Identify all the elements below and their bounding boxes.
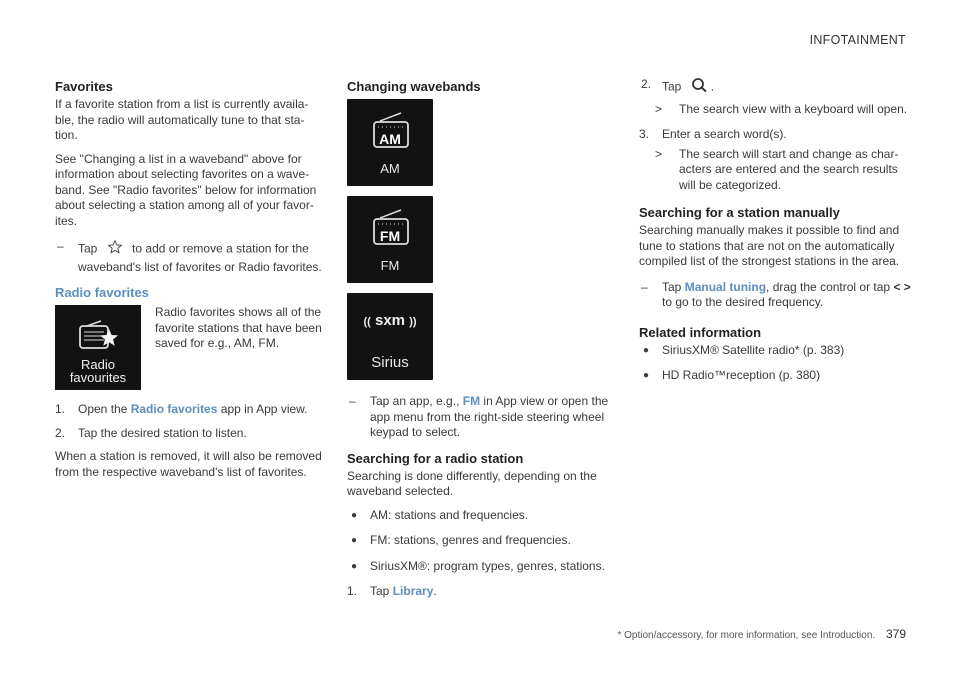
step1-pre: Tap xyxy=(370,584,390,598)
step3-result xyxy=(639,147,911,194)
col1-step-2 xyxy=(55,426,325,442)
fm-badge: FM xyxy=(379,228,401,244)
step-number: 2. xyxy=(641,77,652,91)
manual-search-heading: Searching for a station manually xyxy=(639,205,840,220)
column-3 xyxy=(639,77,911,394)
footnote: * Option/accessory, for more information, see Introduction. xyxy=(617,630,876,641)
bullet-item xyxy=(347,559,615,575)
signal-left-icon: (( xyxy=(363,316,371,328)
radio-favorites-block xyxy=(55,305,325,390)
manual-tuning-instruction xyxy=(639,280,911,311)
bullet-marker: ● xyxy=(643,370,650,381)
bullet-text: AM: stations and frequencies. xyxy=(370,507,529,522)
tap-app-post: in App view or open the app menu from the right-side steering wheel keypad to select. xyxy=(370,394,609,439)
step-number: 3. xyxy=(639,127,650,141)
radio-favorites-heading: Radio favorites xyxy=(55,285,149,300)
removed-paragraph: When a station is removed, it will also be removed from the respective waveband's list of favorites. xyxy=(55,449,322,479)
favorites-paragraph-1: If a favorite station from a list is currently availa-ble, the radio will automatically tune to that sta-tion. xyxy=(55,97,309,142)
step2-text: Tap the desired station to listen. xyxy=(78,425,247,440)
fm-tile xyxy=(347,196,433,283)
dash-marker: – xyxy=(641,279,648,294)
bullet-marker: ● xyxy=(351,535,358,546)
step2-pre: Tap xyxy=(662,79,682,94)
search-icon xyxy=(691,77,709,98)
sirius-tile-label: Sirius xyxy=(371,353,409,371)
related-item[interactable] xyxy=(639,368,911,384)
step-number: 1. xyxy=(55,402,66,416)
bullet-marker: ● xyxy=(351,509,358,521)
step3-text: Enter a search word(s). xyxy=(662,127,787,141)
tap-star-pre: Tap xyxy=(78,241,98,256)
col2-step-1 xyxy=(347,584,615,600)
radio-favorites-link[interactable]: Radio favorites xyxy=(130,402,218,416)
am-tile xyxy=(347,99,433,186)
searching-paragraph: Searching is done differently, depending on the waveband selected. xyxy=(347,468,597,498)
step2-post: . xyxy=(710,79,715,94)
bullet-item xyxy=(347,533,615,549)
col3-step-3 xyxy=(639,127,911,143)
favorites-heading: Favorites xyxy=(55,79,113,94)
related-text: SiriusXM® Satellite radio* (p. 383) xyxy=(662,342,845,357)
tap-app-pre: Tap an app, e.g., xyxy=(370,394,460,408)
sirius-tile xyxy=(347,293,433,380)
section-header: INFOTAINMENT xyxy=(809,33,906,47)
radio-tile-label-line1: Radio xyxy=(81,357,115,372)
searching-heading: Searching for a radio station xyxy=(347,450,524,466)
page-footer xyxy=(617,627,906,641)
manual-tap-pre: Tap xyxy=(662,279,682,294)
am-tile-label: AM xyxy=(380,160,400,176)
manual-tuning-link[interactable]: Manual tuning xyxy=(684,279,767,294)
column-2 xyxy=(347,79,615,608)
bullet-item xyxy=(347,508,615,524)
step3-result-text: The search will start and change as char-acters are entered and the search results will be categorized. xyxy=(679,146,899,192)
manual-search-paragraph: Searching manually makes it possible to find and tune to stations that are not on the automatically compiled list of the strongest stations in the area. xyxy=(639,223,900,268)
manual-tap-post: , drag the control or tap xyxy=(766,279,891,294)
signal-right-icon: )) xyxy=(409,316,417,328)
tap-star-post: to add or remove a station for the waveband's list of favorites or Radio favorites. xyxy=(78,241,322,274)
changing-wavebands-heading: Changing wavebands xyxy=(347,79,481,94)
sxm-logo xyxy=(347,313,433,331)
am-badge: AM xyxy=(379,131,401,147)
col3-step-2 xyxy=(639,77,911,98)
tap-app-instruction xyxy=(347,394,615,441)
radio-tile-label-line2: favourites xyxy=(69,370,127,385)
sxm-logo-text: sxm xyxy=(374,312,406,329)
related-info-heading: Related information xyxy=(639,324,762,340)
manual-tap-end: to go to the desired frequency. xyxy=(662,295,824,309)
fm-tile-label: FM xyxy=(380,257,400,273)
step2-result xyxy=(639,102,911,118)
star-outline-icon xyxy=(107,239,123,260)
result-marker: > xyxy=(655,101,663,116)
result-marker: > xyxy=(655,146,663,161)
radio-favourites-tile xyxy=(55,305,141,390)
step-number: 1. xyxy=(347,584,358,598)
step-number: 2. xyxy=(55,425,66,440)
library-link[interactable]: Library xyxy=(392,584,434,598)
step2-result-text: The search view with a keyboard will open. xyxy=(679,101,908,116)
column-1 xyxy=(55,79,325,488)
dash-marker: – xyxy=(349,394,356,408)
step1-pre: Open the xyxy=(78,402,128,416)
step1-post: . xyxy=(433,584,437,598)
bullet-text: FM: stations, genres and frequencies. xyxy=(370,533,571,547)
frequency-arrows[interactable]: < > xyxy=(893,279,911,294)
fm-link[interactable]: FM xyxy=(462,394,481,408)
dash-marker: – xyxy=(57,239,64,253)
favorites-paragraph-2: See "Changing a list in a waveband" above for information about selecting favorites on a wave-band. See "Radio favorites" below for information about selecting a station among all of your favor-ites. xyxy=(55,151,317,228)
bullet-marker: ● xyxy=(643,344,650,356)
tap-star-instruction xyxy=(55,239,325,275)
page-number: 379 xyxy=(885,627,906,641)
step1-post: app in App view. xyxy=(220,402,308,416)
related-item[interactable] xyxy=(639,343,911,359)
radio-favorites-description: Radio favorites shows all of the favorite stations that have been saved for e.g., AM, FM. xyxy=(155,305,322,350)
related-text: HD Radio™reception (p. 380) xyxy=(662,368,821,382)
bullet-marker: ● xyxy=(351,560,358,572)
col1-step-1 xyxy=(55,402,325,418)
bullet-text: SiriusXM®: program types, genres, stations. xyxy=(370,558,605,573)
radio-favourite-star-icon xyxy=(77,319,121,358)
